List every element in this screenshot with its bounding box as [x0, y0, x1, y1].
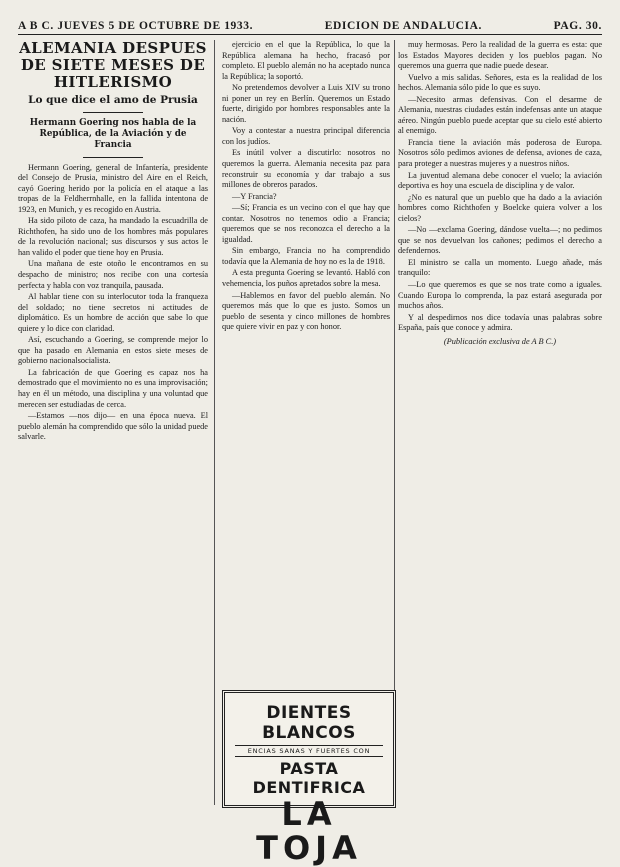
paragraph: Vuelvo a mis salidas. Señores, esta es la realidad de los hechos. Alemania sólo pide lo que es suyo.	[398, 72, 602, 93]
paragraph: —Sí; Francia es un vecino con el que hay que contar. Nosotros no tenemos odio a Francia; queremos que se nos reconozca el derecho a la igualdad.	[222, 203, 390, 244]
header-date: A B C. JUEVES 5 DE OCTUBRE DE 1933.	[18, 20, 254, 32]
paragraph: No pretendemos devolver a Luis XIV su trono ni poner un rey en Berlín. Queremos un Estado fuerte, dirigido por hombres responsables ante la nación.	[222, 83, 390, 124]
headline-line-1: ALEMANIA DESPUES	[19, 39, 207, 57]
article-subhead: Lo que dice el amo de Prusia	[28, 94, 198, 106]
ad-tagline: ENCIAS SANAS Y FUERTES CON	[235, 745, 383, 757]
paragraph: —Lo que queremos es que se nos trate como a iguales. Cuando Europa lo comprenda, la paz estará asegurada por muchos años.	[398, 280, 602, 311]
paragraph: Voy a contestar a nuestra principal diferencia con los judíos.	[222, 126, 390, 146]
headline-line-2: DE SIETE MESES DE	[20, 56, 206, 74]
article-column-2	[222, 40, 390, 682]
paragraph: —No —exclama Goering, dándose vuelta—; no pedimos que se nos devuelvan los cañones; pedimos el derecho a defendernos.	[398, 225, 602, 256]
header-page-number: PAG. 30.	[553, 20, 602, 32]
article-column-1	[18, 40, 208, 805]
ad-product-name: LA TOJA	[256, 795, 362, 867]
toothpaste-advertisement	[222, 690, 396, 867]
ad-product: PASTA DENTIFRICA	[252, 759, 366, 797]
paragraph: Y al despedirnos nos dice todavía unas palabras sobre España, país que conoce y admira.	[398, 312, 602, 333]
paragraph: A esta pregunta Goering se levantó. Habló con vehemencia, los puños apretados sobre la mesa.	[222, 268, 390, 289]
paragraph: Ha sido piloto de caza, ha mandado la escuadrilla de Richthofen, ha sido uno de los hombres más populares de la revolución nacional; sus discursos y sus actos le han valido el poder que tiene hoy en Prusia.	[18, 216, 208, 257]
paragraph: El ministro se calla un momento. Luego añade, más tranquilo:	[398, 257, 602, 278]
ad-brand: DIENTES BLANCOS	[262, 703, 356, 743]
article-deck: Hermann Goering nos habla de la República, de la Aviación y de Francia	[29, 117, 197, 150]
paragraph: Así, escuchando a Goering, se comprende mejor lo que ha pasado en Alemania en estos siete meses de gobierno nacionalsocialista.	[18, 335, 208, 366]
article-credit: (Publicación exclusiva de A B C.)	[443, 336, 557, 346]
paragraph: Es inútil volver a discutirlo: nosotros no queremos la guerra. Alemania necesita paz para reconstruir su economía y dar trabajo a sus millones de obreros parados.	[222, 148, 390, 190]
separator-rule	[83, 157, 143, 158]
paragraph: ejercicio en el que la República, lo que la República alemana ha hecho, fracasó por completo. El pueblo alemán no ha aceptado nunca la República; la soportó.	[222, 40, 390, 81]
paragraph: —Necesito armas defensivas. Con el desarme de Alemania, nuestras ciudades están indefensas ante un ataque aéreo. Ningún pueblo puede aceptar que su cielo esté abierto al enemigo.	[398, 94, 602, 136]
paragraph: —Estamos —nos dijo— en una época nueva. El pueblo alemán ha comprendido que sólo la unidad puede salvarle.	[18, 411, 208, 442]
paragraph: Una mañana de este otoño le encontramos en su despacho de ministro; nos recibe con una cortesía perfecta y habla con voz tranquila, pausada.	[18, 259, 208, 290]
paragraph: —Y Francia?	[232, 191, 277, 201]
paragraph: muy hermosas. Pero la realidad de la guerra es esta: que los Estados Mayores deciden y los pueblos pagan. No queremos una guerra que nadie puede desear.	[398, 40, 602, 71]
article-headline	[18, 40, 208, 91]
paragraph: —Hablemos en favor del pueblo alemán. No queremos más que lo que es justo. Somos un pueblo de sesenta y cinco millones de hombres que quiere vivir en paz y con honor.	[222, 290, 390, 332]
paragraph: ¿No es natural que un pueblo que ha dado a la aviación hombres como Richthofen y Boelcke quiera volver a los cielos?	[398, 192, 602, 223]
paragraph: Hermann Goering, general de Infantería, presidente del Consejo de Prusia, ministro del Aire en el Reich, cayó Goering herido por la policía en el ataque a las tropas de la Feldherrnhalle, en la fallida intentona de 1923, en Munich, y es recogido en Austria.	[18, 162, 208, 214]
paragraph: La juventud alemana debe conocer el vuelo; la aviación deportiva es hoy una escuela de disciplina y de valor.	[398, 170, 602, 191]
headline-line-3: HITLERISMO	[53, 73, 173, 91]
paragraph: Sin embargo, Francia no ha comprendido todavía que la Alemania de hoy no es la de 1918.	[222, 246, 390, 266]
paragraph: Al hablar tiene con su interlocutor toda la franqueza del soldado; no tiene secretos ni actitudes de diplomático. Es un hombre de acción que sabe lo que quiere y lo dice con claridad.	[18, 292, 208, 333]
paragraph: Francia tiene la aviación más poderosa de Europa. Nosotros sólo pedimos aviones de defensa, aviones de caza, para proteger a nuestras mujeres y a nuestros niños.	[398, 137, 602, 169]
separator-rule	[83, 112, 143, 113]
page-header	[18, 10, 602, 35]
article-column-3	[398, 40, 602, 805]
paragraph: La fabricación de que Goering es capaz nos ha demostrado que el movimiento no es una improvisación; hay en él un método, una disciplina y una voluntad que merecen ser estudiadas de cerca.	[18, 367, 208, 409]
column-divider	[214, 40, 215, 805]
header-edition: EDICION DE ANDALUCIA.	[324, 20, 483, 32]
